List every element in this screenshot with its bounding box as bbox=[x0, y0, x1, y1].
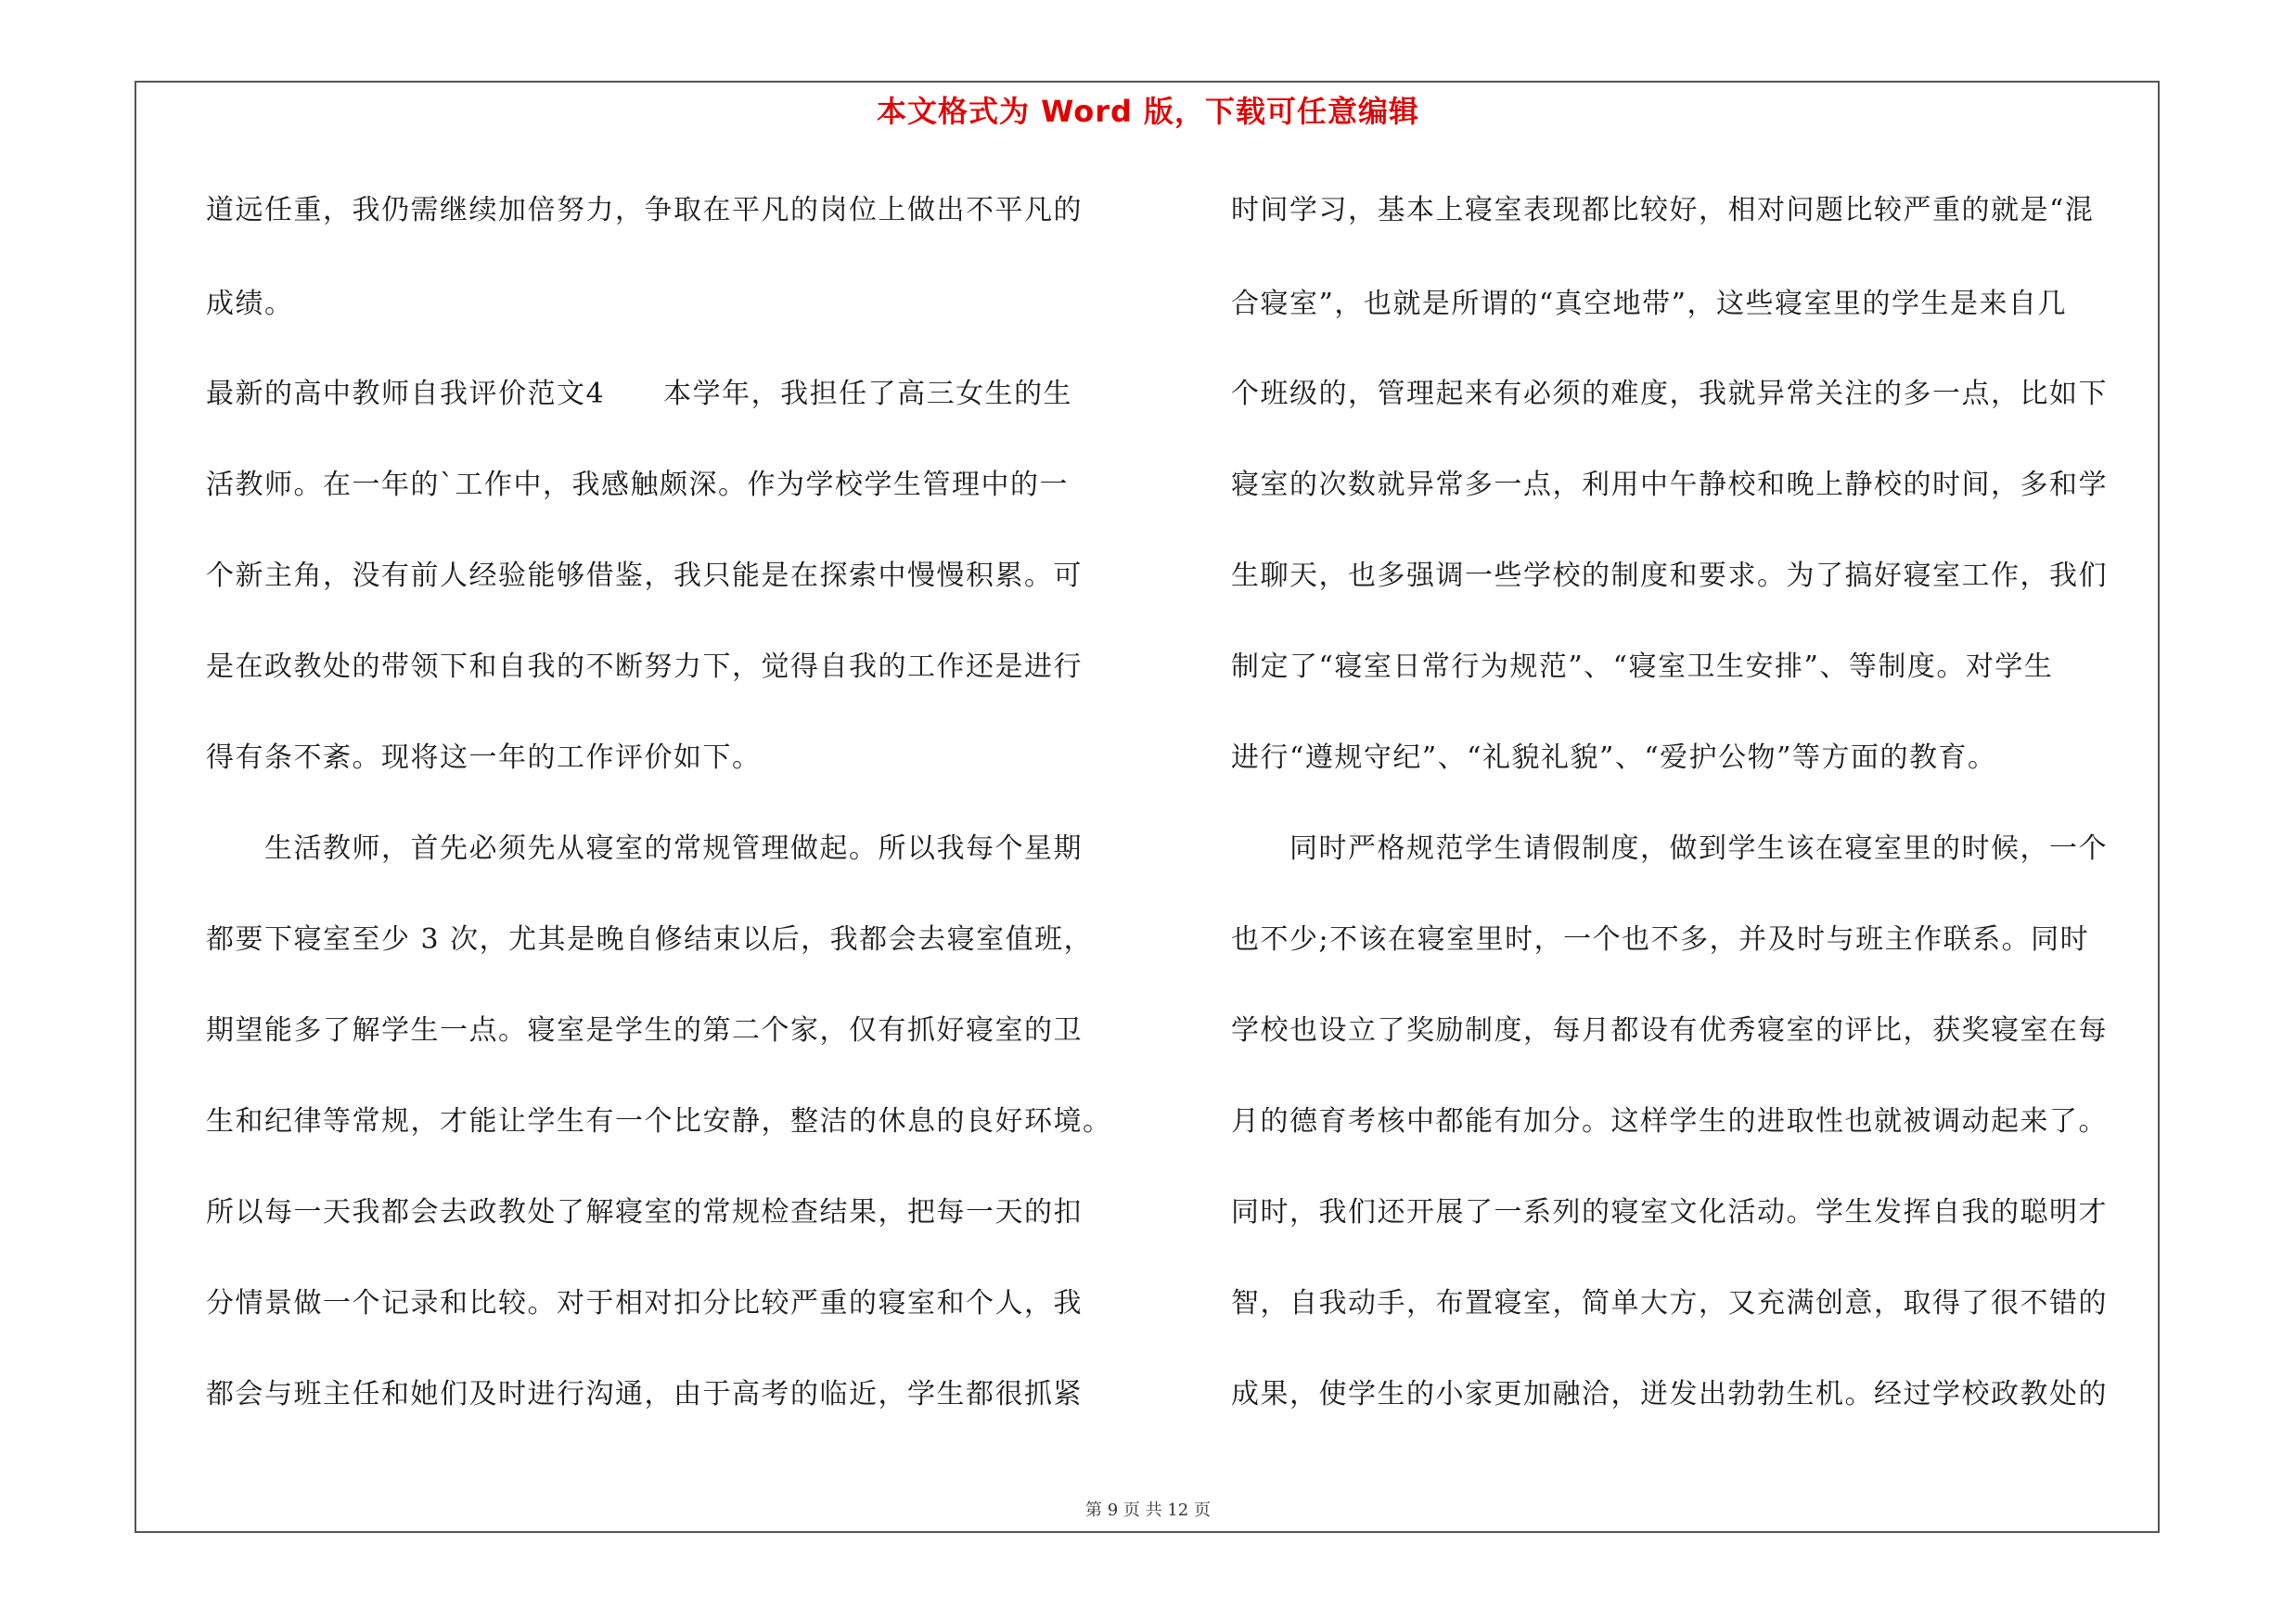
right-line: 也不少;不该在寝室里时，一个也不多，并及时与班主作联系。同时 bbox=[1231, 923, 2090, 956]
left-line: 生活教师，首先必须先从寝室的常规管理做起。所以我每个星期 bbox=[206, 832, 1083, 865]
left-line: 个新主角，没有前人经验能够借鉴，我只能是在探索中慢慢积累。可 bbox=[206, 560, 1083, 592]
left-line: 得有条不紊。现将这一年的工作评价如下。 bbox=[206, 741, 762, 774]
left-line: 是在政教处的带领下和自我的不断努力下，觉得自我的工作还是进行 bbox=[206, 650, 1083, 683]
left-line: 分情景做一个记录和比较。对于相对扣分比较严重的寝室和个人，我 bbox=[206, 1287, 1083, 1320]
left-line: 都要下寝室至少 3 次，尤其是晚自修结束以后，我都会去寝室值班， bbox=[206, 923, 1094, 956]
right-line: 学校也设立了奖励制度，每月都设有优秀寝室的评比，获奖寝室在每 bbox=[1231, 1014, 2108, 1047]
left-line: 活教师。在一年的`工作中，我感触颇深。作为学校学生管理中的一 bbox=[206, 469, 1069, 501]
right-line: 生聊天，也多强调一些学校的制度和要求。为了搞好寝室工作，我们 bbox=[1231, 560, 2108, 592]
right-line: 成果，使学生的小家更加融洽，迸发出勃勃生机。经过学校政教处的 bbox=[1231, 1378, 2108, 1410]
right-line: 月的德育考核中都能有加分。这样学生的进取性也就被调动起来了。 bbox=[1231, 1105, 2108, 1138]
right-line: 制定了“寝室日常行为规范”、“寝室卫生安排”、等制度。对学生 bbox=[1231, 650, 2054, 683]
page-number: 第 9 页 共 12 页 bbox=[1085, 1501, 1211, 1520]
header-banner: 本文格式为 Word 版，下载可任意编辑 bbox=[876, 94, 1420, 129]
left-line: 成绩。 bbox=[206, 288, 294, 320]
left-line: 生和纪律等常规，才能让学生有一个比安静，整洁的休息的良好环境。 bbox=[206, 1105, 1112, 1138]
left-line: 所以每一天我都会去政教处了解寝室的常规检查结果，把每一天的扣 bbox=[206, 1196, 1083, 1229]
left-line: 道远任重，我仍需继续加倍努力，争取在平凡的岗位上做出不平凡的 bbox=[206, 194, 1083, 226]
right-line: 寝室的次数就异常多一点，利用中午静校和晚上静校的时间，多和学 bbox=[1231, 469, 2108, 501]
left-line: 最新的高中教师自我评价范文4 本学年，我担任了高三女生的生 bbox=[206, 378, 1073, 410]
right-line: 合寝室”，也就是所谓的“真空地带”，这些寝室里的学生是来自几 bbox=[1231, 288, 2068, 320]
left-line: 期望能多了解学生一点。寝室是学生的第二个家，仅有抓好寝室的卫 bbox=[206, 1014, 1083, 1047]
right-line: 进行“遵规守纪”、“礼貌礼貌”、“爱护公物”等方面的教育。 bbox=[1231, 741, 1997, 774]
left-line: 都会与班主任和她们及时进行沟通，由于高考的临近，学生都很抓紧 bbox=[206, 1378, 1083, 1410]
right-line: 时间学习，基本上寝室表现都比较好，相对问题比较严重的就是“混 bbox=[1231, 194, 2095, 226]
right-line: 同时严格规范学生请假制度，做到学生该在寝室里的时候，一个 bbox=[1231, 832, 2108, 865]
right-line: 同时，我们还开展了一系列的寝室文化活动。学生发挥自我的聪明才 bbox=[1231, 1196, 2108, 1229]
right-line: 智，自我动手，布置寝室，简单大方，又充满创意，取得了很不错的 bbox=[1231, 1287, 2108, 1320]
right-line: 个班级的，管理起来有必须的难度，我就异常关注的多一点，比如下 bbox=[1231, 378, 2108, 410]
